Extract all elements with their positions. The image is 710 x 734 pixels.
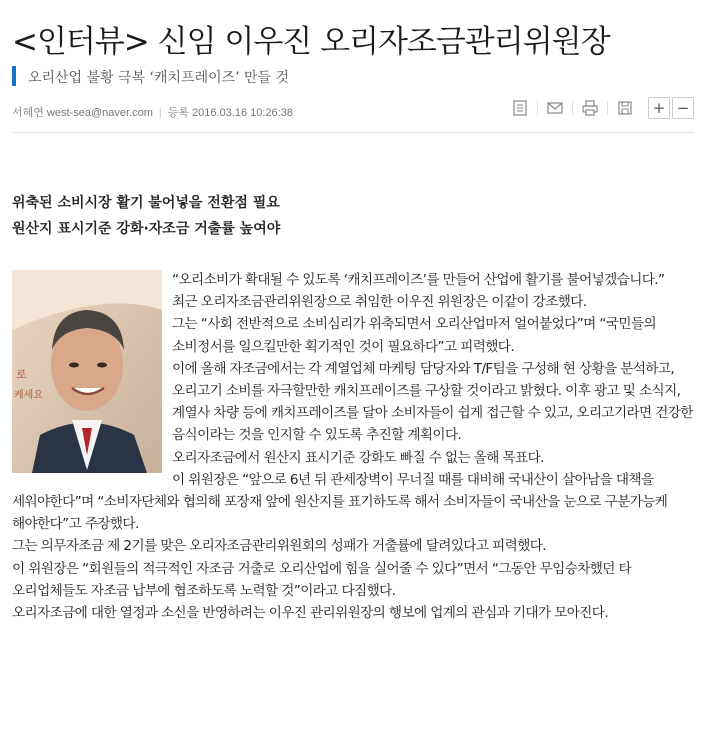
save-icon[interactable] bbox=[614, 97, 636, 119]
body-paragraph: 최근 오리자조금관리위원장으로 취임한 이우진 위원장은 이같이 강조했다. bbox=[172, 294, 587, 311]
lede-line: 원산지 표시기준 강화·자조금 거출률 높여야 bbox=[12, 221, 281, 237]
article-body bbox=[12, 269, 694, 624]
body-paragraph: 이에 올해 자조금에서는 각 계열업체 마케팅 담당자와 T/F팀을 구성해 현 상황을 분석하고, 오리고기 소비를 자극할만한 캐치프레이즈를 구상할 것이라고 밝혔다. 이후 광고 및 소식지, 계열사 차량 등에 캐치프레이즈를 달아 소비자들이 쉽게 접근할 수 있고, 오리고기라면 건강한 음식이라는 것을 인지할 수 있도록 추진할 계획이다. bbox=[172, 360, 693, 444]
article-subtitle: 오리산업 불황 극복 ‘캐치프레이즈’ 만들 것 bbox=[28, 70, 290, 86]
article-title: <인터뷰> 신임 이우진 오리자조금관리위원장 bbox=[12, 24, 610, 60]
author[interactable]: 서혜연 west-sea@naver.com bbox=[12, 107, 153, 119]
print-icon[interactable] bbox=[579, 97, 601, 119]
article-icon[interactable] bbox=[509, 97, 531, 119]
background-sign-text: 케세요 bbox=[14, 390, 43, 401]
lede-line: 위축된 소비시장 활기 불어넣을 전환점 필요 bbox=[12, 195, 280, 211]
article-meta bbox=[12, 104, 293, 120]
zoom-in-button[interactable]: + bbox=[648, 97, 670, 119]
body-paragraph: 이 위원장은 “앞으로 6년 뒤 관세장벽이 무너질 때를 대비해 국내산이 살아남을 대책을 세워야한다”며 “소비자단체와 협의해 포장재 앞에 원산지를 표기하도록 해서 소비자들이 국내산을 눈으로 구분가능케 해야한다”고 주장했다. bbox=[12, 471, 668, 533]
body-paragraph: 오리자조금에 대한 열정과 소신을 반영하려는 이우진 관리위원장의 행보에 업계의 관심과 기대가 모아진다. bbox=[12, 605, 609, 622]
article-toolbar bbox=[503, 97, 694, 119]
article-lede bbox=[12, 190, 280, 242]
toolbar-divider bbox=[607, 101, 608, 115]
toolbar-divider bbox=[572, 101, 573, 115]
toolbar-divider bbox=[537, 101, 538, 115]
body-paragraph: 오리자조금에서 원산지 표시기준 강화도 빠질 수 없는 올해 목표다. bbox=[172, 449, 544, 466]
zoom-out-button[interactable]: − bbox=[672, 97, 694, 119]
mail-icon[interactable] bbox=[544, 97, 566, 119]
meta-divider: | bbox=[158, 107, 162, 119]
subtitle-accent-bar bbox=[12, 66, 16, 86]
published-date: 등록 2016.03.16 10:26:38 bbox=[167, 107, 293, 119]
body-paragraph: 그는 “사회 전반적으로 소비심리가 위축되면서 오리산업마저 얼어붙었다”며 “국민들의 소비정서를 일으킬만한 획기적인 것이 필요하다”고 피력했다. bbox=[172, 316, 656, 355]
body-paragraph: 이 위원장은 “회원들의 적극적인 자조금 거출로 오리산업에 힘을 실어줄 수 있다”면서 “그동안 무임승차했던 타 오리업체들도 자조금 납부에 협조하도록 노력할 것”이라고 다짐했다. bbox=[12, 560, 632, 599]
body-paragraph: 그는 의무자조금 제 2기를 맞은 오리자조금관리위원회의 성패가 거출률에 달려있다고 피력했다. bbox=[12, 538, 546, 555]
body-paragraph: “오리소비가 확대될 수 있도록 ‘캐치프레이즈’를 만들어 산업에 활기를 불어넣겠습니다.” bbox=[172, 272, 665, 288]
background-sign-text: 로 bbox=[16, 368, 27, 381]
header-divider bbox=[12, 132, 694, 133]
